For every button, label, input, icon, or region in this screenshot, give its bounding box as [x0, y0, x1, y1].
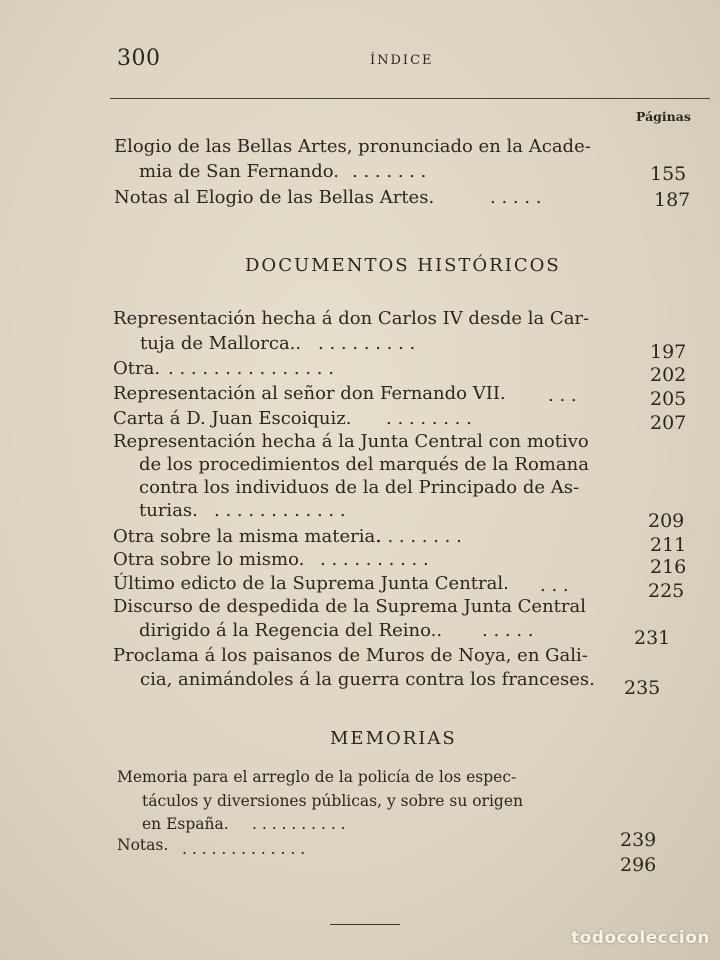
toc-page-number: 187	[654, 189, 691, 211]
toc-entry-text: Notas al Elogio de las Bellas Artes.	[114, 187, 435, 208]
toc-page-number: 202	[650, 364, 687, 386]
running-title: ÍNDICE	[370, 53, 434, 68]
leader-dots: . . . . . . . . . . . . . . .	[168, 358, 334, 379]
toc-entry-text: cia, animándoles á la guerra contra los franceses.	[140, 669, 595, 690]
leader-dots: . . .	[548, 385, 577, 406]
leader-dots: . . . . .	[482, 620, 534, 641]
toc-entry-text: Discurso de despedida de la Suprema Junta Central	[113, 596, 587, 617]
toc-page-number: 216	[650, 556, 687, 578]
toc-page-number: 231	[634, 627, 671, 649]
watermark-logo: todocoleccion	[570, 928, 710, 948]
leader-dots: . . . . .	[490, 187, 542, 208]
toc-entry-text: Representación hecha á don Carlos IV desde la Car-	[113, 308, 590, 329]
toc-page-number: 209	[648, 510, 685, 532]
leader-dots: . . . . . . . . . . . . .	[182, 840, 306, 858]
header-rule	[110, 98, 710, 99]
leader-dots: . . . . . . . . . .	[320, 549, 429, 570]
leader-dots: . . . . . . . .	[376, 526, 462, 547]
section-heading: MEMORIAS	[330, 728, 457, 749]
toc-entry-text: contra los individuos de la del Principado de As-	[139, 477, 580, 498]
leader-dots: . . .	[540, 575, 569, 596]
leader-dots: . . . . . . .	[352, 161, 427, 182]
leader-dots: . . . . . . . . . .	[252, 815, 346, 833]
toc-entry-text: Otra sobre lo mismo.	[113, 549, 305, 570]
toc-page-number: 211	[650, 534, 687, 556]
toc-entry-text: turias.	[139, 500, 198, 521]
toc-entry-text: tuja de Mallorca..	[140, 333, 302, 354]
column-label: Páginas	[636, 109, 691, 124]
toc-page-number: 225	[648, 580, 685, 602]
toc-entry-text: mia de San Fernando.	[139, 161, 339, 182]
toc-entry-text: Representación al señor don Fernando VII.	[113, 383, 506, 404]
toc-page-number: 296	[620, 854, 657, 876]
toc-entry-text: dirigido á la Regencia del Reino..	[139, 620, 443, 641]
toc-entry-text: Notas.	[117, 836, 169, 854]
toc-entry-text: Representación hecha á la Junta Central con motivo	[113, 431, 589, 452]
section-heading: DOCUMENTOS HISTÓRICOS	[245, 255, 561, 276]
leader-dots: . . . . . . . . .	[318, 333, 416, 354]
toc-entry-text: Carta á D. Juan Escoiquiz.	[113, 408, 352, 429]
toc-entry-text: Otra sobre la misma materia.	[113, 526, 381, 547]
toc-page-number: 235	[624, 677, 661, 699]
toc-entry-text: Memoria para el arreglo de la policía de los espec-	[117, 768, 517, 786]
leader-dots: . . . . . . . .	[386, 408, 472, 429]
toc-page-number: 197	[650, 341, 687, 363]
page-number: 300	[117, 46, 161, 71]
toc-entry-text: en España.	[142, 815, 229, 833]
leader-dots: . . . . . . . . . . . .	[214, 500, 346, 521]
toc-page-number: 207	[650, 412, 687, 434]
toc-entry-text: Último edicto de la Suprema Junta Central.	[113, 573, 509, 594]
toc-entry-text: Proclama á los paisanos de Muros de Noya, en Gali-	[113, 645, 588, 666]
toc-entry-text: táculos y diversiones públicas, y sobre su origen	[142, 792, 523, 810]
toc-entry-text: Otra.	[113, 358, 161, 379]
toc-page-number: 239	[620, 829, 657, 851]
toc-page-number: 155	[650, 163, 687, 185]
toc-entry-text: Elogio de las Bellas Artes, pronunciado en la Acade-	[114, 136, 591, 157]
toc-entry-text: de los procedimientos del marqués de la Romana	[139, 454, 589, 475]
toc-page-number: 205	[650, 388, 687, 410]
end-rule	[330, 924, 400, 925]
